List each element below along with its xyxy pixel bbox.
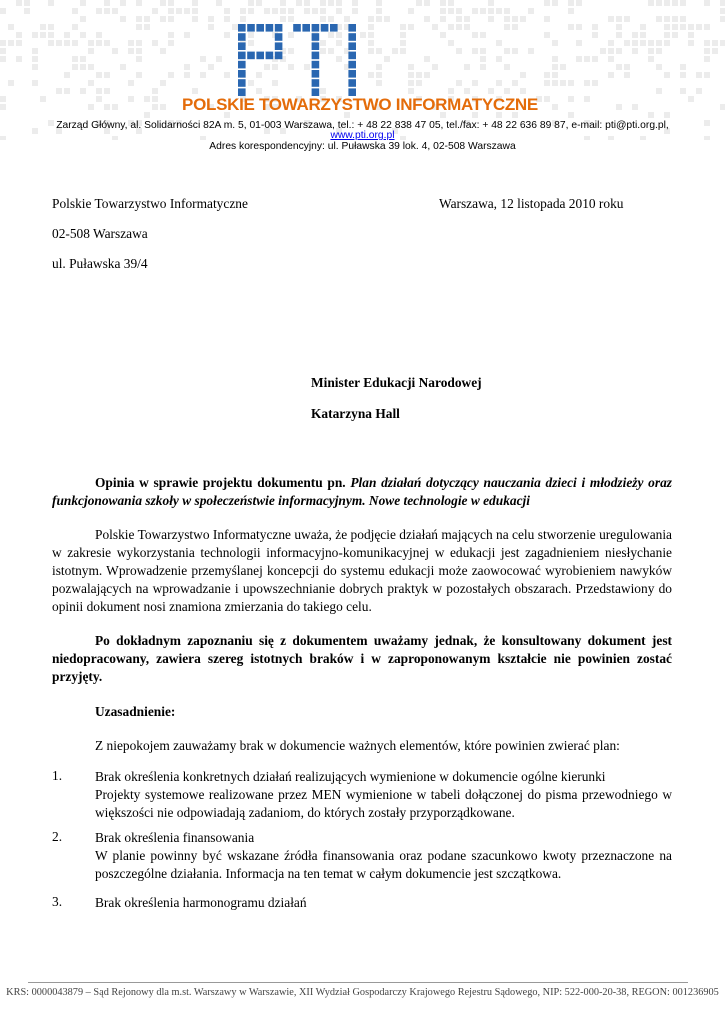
footer-rule <box>28 982 688 983</box>
pti-logo <box>230 22 406 98</box>
header-website-row <box>0 130 725 141</box>
sender-name: Polskie Towarzystwo Informatyczne <box>52 196 248 211</box>
list-item-2-title: Brak określenia finansowania <box>95 830 255 845</box>
list-item-2-text: W planie powinny być wskazane źródła finansowania oraz podane szacunkowo kwoty przeznaczone na poszczególne działania. Informacja na ten temat w całym dokumencie jest szczątkowa. <box>95 848 672 881</box>
header-correspondence: Adres korespondencyjny: ul. Puławska 39 lok. 4, 02-508 Warszawa <box>209 141 516 152</box>
letter-date: Warszawa, 12 listopada 2010 roku <box>439 196 624 211</box>
paragraph-1: Polskie Towarzystwo Informatyczne uważa, że podjęcie działań mających na celu stworzenie uregulowania w zakresie wykorzystania technologii informacyjno-komunikacyjnej w edukacji jest zagadnieniem niesłychanie istotnym. Wprowadzenie przemyślanej koncepcji do systemu edukacji może zaowocować wyrobieniem nawyków pozwalających na wprowadzanie i upowszechnianie dobrych praktyk w pozostałych obszarach. Przedstawiony do opinii dokument nosi znamiona zmierzania do takiego celu. <box>52 527 672 614</box>
list-item-1-title: Brak określenia konkretnych działań realizujących wymienione w dokumencie ogólne kierunki <box>95 769 606 784</box>
list-item-3-number: 3. <box>52 894 63 909</box>
list-item-3-title: Brak określenia harmonogramu działań <box>95 895 307 910</box>
list-item-1 <box>95 768 672 822</box>
justification-intro: Z niepokojem zauważamy brak w dokumencie ważnych elementów, które powinien zwierać plan: <box>95 738 620 753</box>
list-item-3 <box>95 894 672 912</box>
sender-postal: 02-508 Warszawa <box>52 226 148 241</box>
subject-title: Plan działań dotyczący nauczania dzieci i młodzieży oraz funkcjonowania szkoły w społeczeństwie informacyjnym. Nowe technologie w edukacji <box>52 475 672 508</box>
list-item-1-number: 1. <box>52 768 63 783</box>
list-item-2-number: 2. <box>52 829 63 844</box>
paragraph-2: Po dokładnym zapoznaniu się z dokumentem uważamy jednak, że konsultowany dokument jest niedopracowany, zawiera szereg istotnych braków i w zaproponowanym kształcie nie powinien zostać przyjęty. <box>52 633 672 684</box>
subject-lead: Opinia w sprawie projektu dokumentu pn. <box>95 475 346 490</box>
subject <box>52 474 672 510</box>
footer-registry: KRS: 0000043879 – Sąd Rejonowy dla m.st. Warszawy w Warszawie, XII Wydział Gospodarczy Krajowego Rejestru Sądowego, NIP: 522-000-20-38, REGON: 001236905 <box>6 987 719 998</box>
recipient-title: Minister Edukacji Narodowej <box>311 375 482 390</box>
list-item-1-text: Projekty systemowe realizowane przez MEN wymienione w tabeli dołączonej do pisma przewodniego w większości nie odpowiadają zadaniom, do których zostały przyporządkowane. <box>95 787 672 820</box>
list-item-2 <box>95 829 672 883</box>
org-name: POLSKIE TOWARZYSTWO INFORMATYCZNE <box>182 95 538 114</box>
header-address: Zarząd Główny, al. Solidarności 82A m. 5, 01-003 Warszawa, tel.: + 48 22 838 47 05, tel./fax: + 48 22 636 89 87, e-mail: pti@pti.org.pl, <box>56 120 669 131</box>
recipient-name: Katarzyna Hall <box>311 406 400 421</box>
sender-street: ul. Puławska 39/4 <box>52 256 148 271</box>
justification-heading: Uzasadnienie: <box>95 704 176 719</box>
website-link[interactable]: www.pti.org.pl <box>330 130 395 141</box>
